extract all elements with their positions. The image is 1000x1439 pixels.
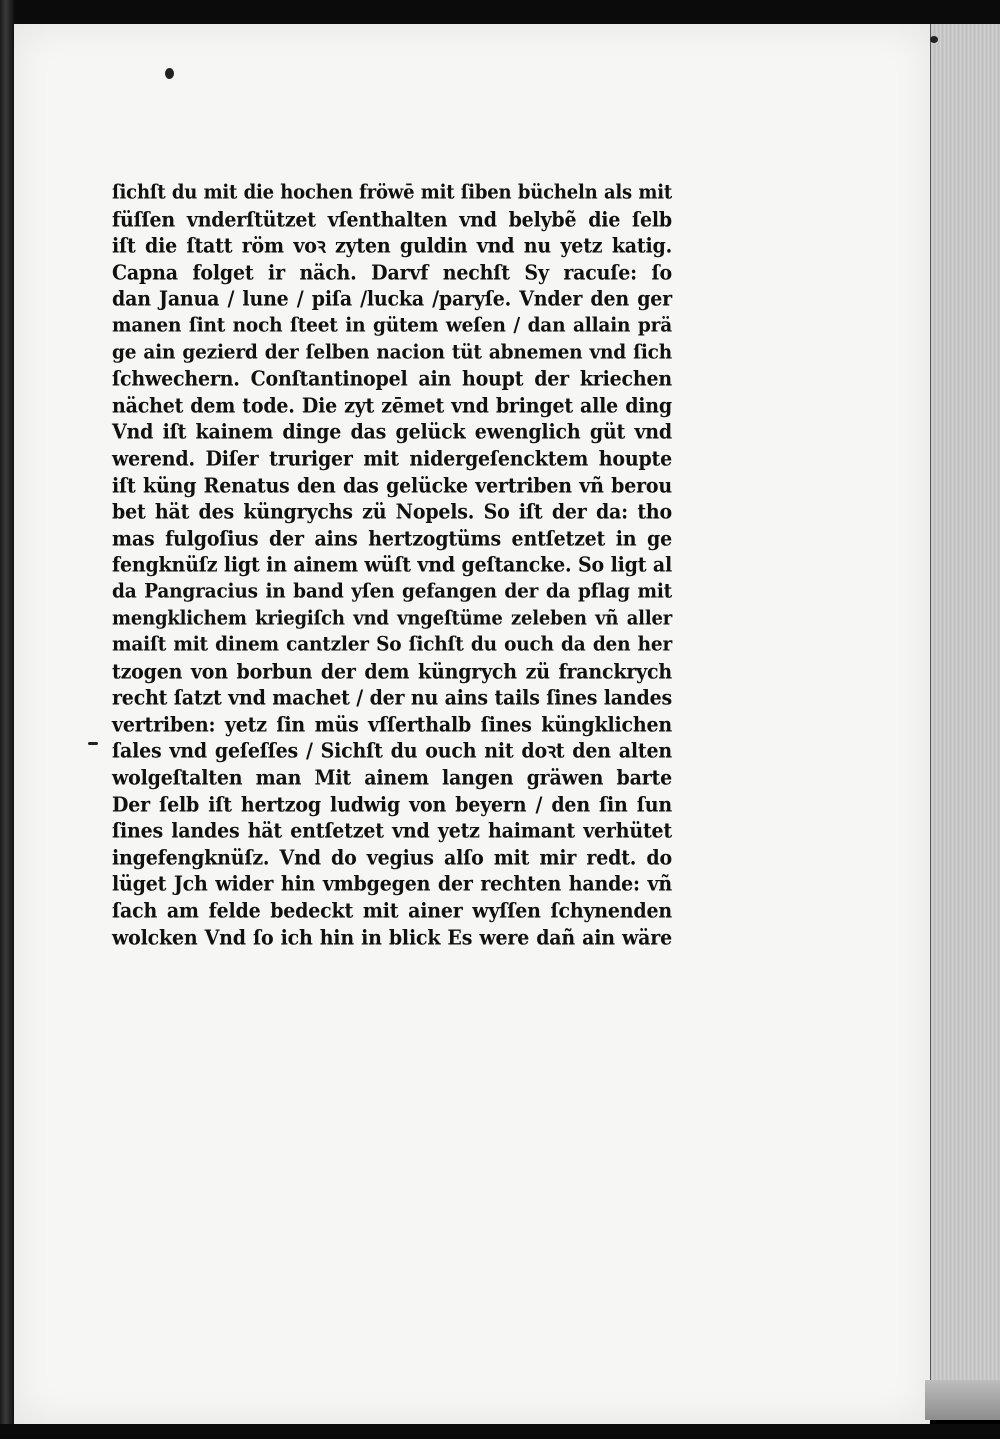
- text-line: wolcken Vnd ſo ich hin in blick Es were dañ ain wäre: [112, 925, 672, 950]
- text-line: füſſen vnderſtützet vſenthalten vnd belybẽ die ſelb: [112, 207, 672, 232]
- text-line: Der ſelb iſt hertzog ludwig von beyern / den ſin ſun: [112, 792, 672, 817]
- text-line: ſach am felde bedeckt mit ainer wyſſen ſchynenden: [112, 899, 672, 923]
- page-fore-edge-bottom: [925, 1380, 1000, 1420]
- text-line: maiſt mit dinem cantzler So ſichſt du ouch da den her: [112, 633, 672, 656]
- text-line: mas fulgoſius der ains hertzogtüms entſetzet in ge: [112, 526, 672, 551]
- text-line: wolgeſtalten man Mit ainem langen gräwen barte: [112, 766, 672, 790]
- text-line: ſichſt du mit die hochen fröwē mit ſiben bücheln als mit: [112, 181, 672, 204]
- ink-speck: [165, 68, 174, 79]
- text-line: Vnd iſt kainem dinge das gelück ewenglich güt vnd: [112, 420, 672, 445]
- ink-speck: [88, 742, 98, 745]
- text-line: ſales vnd geſeſſes / Sichſt du ouch nit doꝛt den alten: [112, 739, 672, 764]
- text-line: da Pangracius in band yſen gefangen der da pflag mit: [112, 580, 672, 603]
- text-line: manen ſint noch ſteet in gütem weſen / dan allain prä: [112, 314, 672, 337]
- text-line: ſines landes hät entſetzet vnd yetz haimant verhütet: [112, 819, 672, 844]
- page-text-block: [112, 180, 672, 951]
- text-line: ingefengknüſz. Vnd do vegius alſo mit mir redt. do: [112, 845, 672, 870]
- text-line: mengklichem kriegiſch vnd vngeſtüme zeleben vñ aller: [112, 606, 672, 630]
- text-line: iſt küng Renatus den das gelücke vertriben vñ berou: [112, 473, 672, 498]
- facing-page-edge: [0, 0, 14, 1439]
- text-line: lüget Jch wider hin vmbgegen der rechten hande: vñ: [112, 872, 672, 897]
- ink-speck: [930, 36, 938, 43]
- text-line: nächet dem tode. Die zyt zēmet vnd bringet alle ding: [112, 393, 672, 418]
- page-fore-edge: [930, 24, 1000, 1414]
- text-line: werend. Diſer truriger mit nidergeſencktem houpte: [112, 447, 672, 471]
- text-line: recht ſatzt vnd machet / der nu ains tails ſines landes: [112, 686, 672, 711]
- text-line: vertriben: yetz ſin müs vſſerthalb ſines küngklichen: [112, 712, 672, 737]
- text-line: fengknüſz ligt in ainem wüſt vnd geſtancke. So ligt al: [112, 553, 672, 578]
- text-line: Capna folget ir näch. Darvf nechſt Sy racuſe: ſo: [112, 260, 672, 285]
- text-line: ſchwechern. Conſtantinopel ain houpt der kriechen: [112, 367, 672, 392]
- text-line: iſt die ſtatt röm voꝛ zyten guldin vnd nu yetz katig.: [112, 234, 672, 259]
- text-line: bet hät des küngrychs zü Nopels. So iſt der da: tho: [112, 500, 672, 524]
- scan-top-margin: [0, 0, 1000, 24]
- text-line: tzogen von borbun der dem küngrych zü franckrych: [112, 659, 672, 684]
- text-line: dan Janua / lune / piſa /lucka /paryſe. Vnder den ger: [112, 287, 672, 312]
- text-line: ge ain gezierd der ſelben nacion tüt abnemen vnd ſich: [112, 340, 672, 364]
- scan-bottom-margin: [0, 1424, 1000, 1439]
